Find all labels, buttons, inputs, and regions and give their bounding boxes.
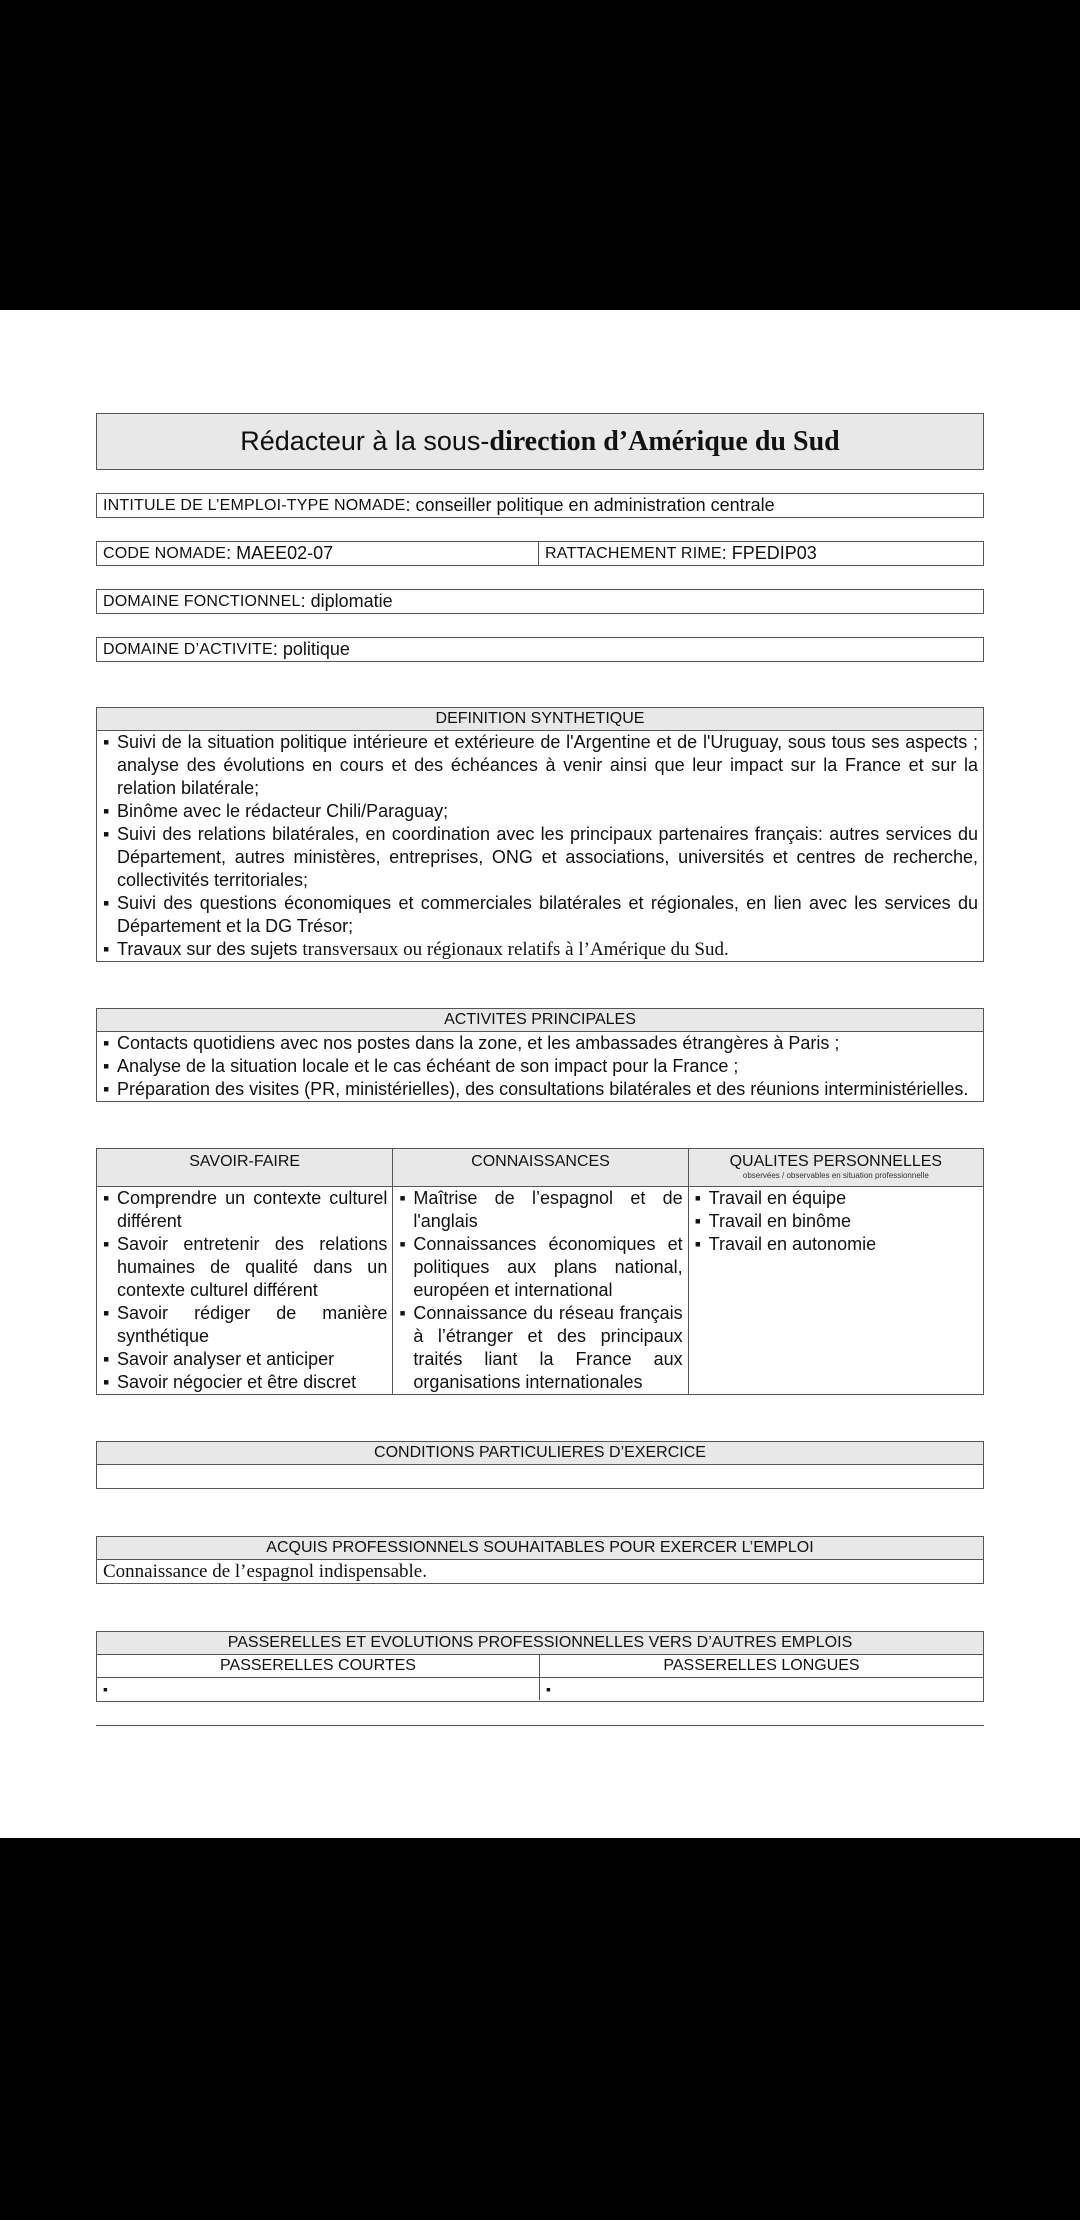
passerelles-heading: PASSERELLES ET EVOLUTIONS PROFESSIONNELLES VERS D’AUTRES EMPLOIS: [97, 1632, 983, 1655]
code-row: [96, 541, 984, 566]
domaine-activite-field: [96, 637, 984, 662]
activites-list: [97, 1032, 983, 1101]
list-item: ▪ Suivi des questions économiques et commerciales bilatérales et régionales, en lien avec les services du Département et la DG Trésor;: [103, 892, 978, 938]
document-page: [0, 310, 1080, 1838]
code-label: CODE NOMADE: [103, 544, 227, 562]
list-item: ▪ Suivi de la situation politique intérieure et extérieure de l'Argentine et de l'Uruguay, sous tous ses aspects ; analyse des évolutions en cours et des échéances à venir ainsi que leur impact sur la France et sur la relation bilatérale;: [103, 731, 978, 800]
definition-heading: DEFINITION SYNTHETIQUE: [97, 708, 983, 731]
domaine-fonctionnel-label: DOMAINE FONCTIONNEL: [103, 592, 301, 610]
list-item: ▪ Savoir entretenir des relations humaines de qualité dans un contexte culturel différent: [103, 1233, 387, 1302]
acquis-heading: ACQUIS PROFESSIONNELS SOUHAITABLES POUR EXERCER L’EMPLOI: [97, 1537, 983, 1560]
qualites-heading: QUALITES PERSONNELLES observées / observables en situation professionnelle: [688, 1149, 983, 1186]
list-item: ▪ Contacts quotidiens avec nos postes dans la zone, et les ambassades étrangères à Paris ;: [103, 1032, 978, 1055]
list-item: ▪ Savoir analyser et anticiper: [103, 1348, 387, 1371]
conditions-heading: CONDITIONS PARTICULIERES D’EXERCICE: [97, 1442, 983, 1465]
list-item: ▪ Binôme avec le rédacteur Chili/Paraguay;: [103, 800, 978, 823]
list-item: ▪ Préparation des visites (PR, ministérielles), des consultations bilatérales et des réunions interministérielles.: [103, 1078, 978, 1101]
last-item-serif: transversaux ou régionaux relatifs à l’Amérique du Sud.: [302, 939, 729, 960]
title-bold: direction d’Amérique du Sud: [489, 425, 840, 457]
intitule-field: [96, 493, 984, 518]
savoir-faire-heading: SAVOIR-FAIRE: [189, 1153, 301, 1170]
acquis-section: [96, 1536, 984, 1584]
passerelles-longues-cell: ▪: [546, 1681, 551, 1697]
connaissances-column: [392, 1187, 687, 1394]
list-item: ▪ Suivi des relations bilatérales, en coordination avec les principaux partenaires français: autres services du Département, autres ministères, entreprises, ONG et associations, universités et centres de recherche, collectivités territoriales;: [103, 823, 978, 892]
passerelles-row: [97, 1678, 983, 1700]
qualites-note: observées / observables en situation professionnelle: [742, 1171, 929, 1180]
passerelles-subheader: [97, 1655, 983, 1678]
rattachement-value: : FPEDIP03: [721, 543, 817, 563]
passerelles-longues-heading: PASSERELLES LONGUES: [663, 1657, 860, 1674]
conditions-section: [96, 1441, 984, 1489]
rattachement-cell: [539, 542, 817, 565]
list-item: ▪ Connaissances économiques et politiques aux plans national, européen et international: [399, 1233, 682, 1302]
definition-list: [97, 731, 983, 961]
list-item: ▪ Analyse de la situation locale et le cas échéant de son impact pour la France ;: [103, 1055, 978, 1078]
activites-section: [96, 1008, 984, 1102]
qualites-column: [688, 1187, 983, 1394]
definition-section: [96, 707, 984, 962]
footer-divider: [96, 1725, 984, 1726]
intitule-value: : conseiller politique en administration centrale: [405, 495, 775, 515]
list-item: ▪ Savoir négocier et être discret: [103, 1371, 387, 1394]
page-title: [96, 413, 984, 470]
list-item: ▪ Travail en équipe: [695, 1187, 978, 1210]
code-value: : MAEE02-07: [226, 543, 334, 563]
title-plain: Rédacteur à la sous-: [240, 426, 490, 456]
domaine-fonctionnel-value: : diplomatie: [300, 591, 393, 611]
intitule-label: INTITULE DE L’EMPLOI-TYPE NOMADE: [103, 496, 406, 514]
connaissances-heading: CONNAISSANCES: [392, 1149, 687, 1186]
domaine-activite-label: DOMAINE D’ACTIVITE: [103, 640, 273, 658]
passerelles-courtes-cell: ▪: [97, 1678, 540, 1700]
last-item-sans: Travaux sur des sujets: [117, 939, 303, 959]
list-item: ▪ Connaissance du réseau français à l’étranger et des principaux traités liant la France aux organisations internationales: [399, 1302, 682, 1394]
acquis-text: Connaissance de l’espagnol indispensable.: [103, 1561, 427, 1582]
savoir-faire-column: [97, 1187, 392, 1394]
passerelles-section: [96, 1631, 984, 1702]
domaine-fonctionnel-field: [96, 589, 984, 614]
rattachement-label: RATTACHEMENT RIME: [545, 544, 722, 562]
competences-body: [97, 1187, 983, 1394]
list-item: ▪ Comprendre un contexte culturel différent: [103, 1187, 387, 1233]
domaine-activite-value: : politique: [272, 639, 350, 659]
competences-table: [96, 1148, 984, 1395]
code-nomade-cell: [97, 542, 539, 565]
passerelles-courtes-heading: PASSERELLES COURTES: [97, 1655, 540, 1677]
competences-header: [97, 1149, 983, 1187]
list-item: ▪ Maîtrise de l’espagnol et de l'anglais: [399, 1187, 682, 1233]
list-item: ▪ Savoir rédiger de manière synthétique: [103, 1302, 387, 1348]
activites-heading: ACTIVITES PRINCIPALES: [97, 1009, 983, 1032]
list-item: ▪ Travail en autonomie: [695, 1233, 978, 1256]
list-item: ▪ Travail en binôme: [695, 1210, 978, 1233]
list-item: [103, 938, 978, 961]
